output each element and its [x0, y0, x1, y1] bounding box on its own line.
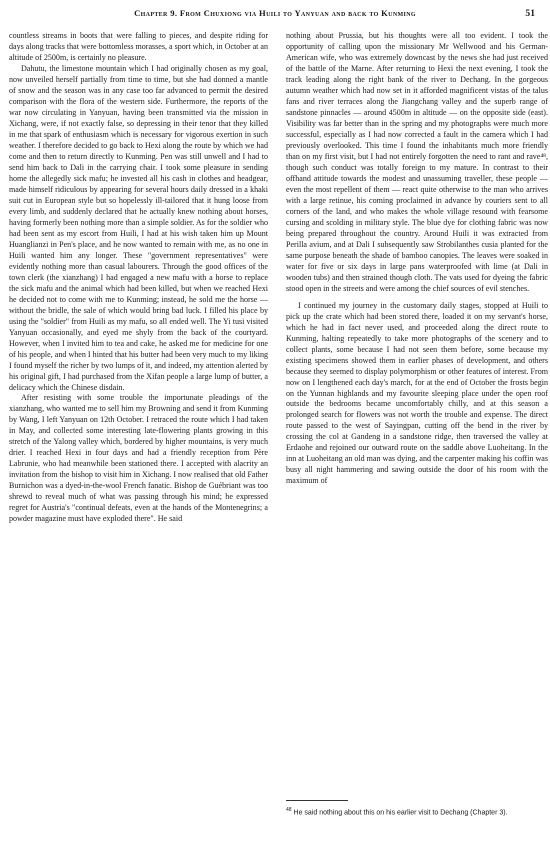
paragraph: I continued my journey in the customary daily stages, stopped at Huili to pick up the crate which had been stored there, loaded it on my servant's horse, which he had in fact never used, and proceeded along the direct route to Kunming, halting repeatedly to take more photographs of the scenery and to collect plants, some because I had not seen them before, some because my existing specimens showed them in earlier phases of development, and others because they seemed to display polymorphism or other features of interest. From now on I lengthened each day's march, for at the end of October the frosts begin on the Yunnan highlands and my favourite sleeping place under the open roof outside the bedrooms became uncomfortably chilly, and at this season a prolonged search for flowers was not worth the trouble and expense. The direct route passed to the west of Sayingpan, cutting off the bend in the river by crossing the col at Gandeng in a sandstone ridge, then traversed the valley at Erdaohe and rejoined our outward route on the saddle above Luoheitang. In the inn at Luoheitang an old man was dying, and the carpenter making his coffin was busy all night hammering and sawing outside the door of his room with the maximum of	[286, 300, 548, 486]
paragraph: countless streams in boots that were falling to pieces, and despite riding for days along tracks that were bottomless morasses, a sport which, in October at an altitude of 2500m, is certainly no pleasure.	[9, 31, 268, 62]
running-header	[0, 8, 550, 22]
paragraph: nothing about Prussia, but his thoughts were all too evident. I took the opportunity of calling upon the missionary Mr Wellwood and his German-American wife, who was extremely downcast by the news she had just received of the battle of the Marne. After returning to Hexi the next evening, I took the track leading along the right bank of the river to Dechang. In the gorgeous autumn weather which had now set in it afforded magnificent vistas of the talus fans and river terraces along the Jiangchang valley and the superb range of sandstone pinnacles — around 4500m in altitude — on the opposite side (east). Visibility was far better than in the spring and my photographs were much more successful, especially as I had now corrected a fault in the camera which I had previously overlooked. This time I found the inhabitants much more friendly than on my first visit, but I had not entirely forgotten the need to rant and rave⁴⁸, though such conduct was totally foreign to my mature. In contrast to their offhand attitude towards the modest and unassuming traveller, these people — even the most repellent of them — react quite otherwise to the man who arrives with a large retinue, his coming proclaimed in advance by couriers sent to all corners of the land, and who makes the whole village resound with fearsome cursing and scolding in military style. The blue dye for clothing fabric was now being prepared throughout the country. Around Huili it was extracted from Perilla avium, and at Dali I subsequently saw Strobilanthes cusia planted for the same purpose beneath the shade of bamboo canopies. The leaves were soaked in water for five or six days in large pans waterproofed with lime (at Dali in wooden tubs) and then strained though cloth. The vats used for dyeing the fabric stood open in the streets and were among the chief sources of evil stenches.	[286, 31, 548, 293]
paragraph: Dahutu, the limestone mountain which I had originally chosen as my goal, now unveiled herself partially from time to time, but she had donned a mantle of snow and the season was in any case too far advanced to permit the desired comparison with the flora of the western side. Furthermore, the reports of the war now circulating in Yanyuan, having been transmitted via the mission in Xichang, were, if not exactly false, so depressing in their tenor that they killed in me that spark of enthusiasm which is necessary for vigorous exertion in such weather. I therefore decided to go back to Hexi along the route by which we had come and then to return directly to Kunming. Pen was still unwell and I had to send him back to Dali in the carrying chair. I took some pleasure in sending home the allegedly sick mafu; he invested all his cash in clothes and headgear, made himself ridiculous by appearing for several hours daily dressed in a khaki suit cut in European style but so hopelessly ill-tailored that it hung loose from every limb, and suddenly declared that he actually knew nothing about horses, having formerly been nothing more than a simple soldier. As for the soldier who had been sent as my escort from Huili, I had at his wish taken him up Mount Huanglianzi in Pen's place, and he now wanted to remain with me, as no one in Huili wanted him any longer. These "government representatives" were evidently nothing more than casual labourers. Through the good offices of the town clerk (the xianzhang) I had engaged a new mafu with a horse to replace the sick mafu and the animal which had been killed, but when we reached Hexi he decided not to come with me to Kunming; instead, he sold me the horse — without the bridle, the sale of which would bring bad luck. I filled his place by using the "soldier" from Huili as my mafu, so all ended well. The Yi tusi visited Yanyuan occasionally, and eyed me shyly from the back of the courtyard. However, when I invited him to tea and cake, he asked me for medicine for one of his people, and when I hinted that his butter had been very much to my liking I found myself the richer by two lumps of it, and indeed, my attention alerted by his original gift, I had purchased from the Xifan people a large lump of butter, a delicacy which the Chinese disdain.	[9, 63, 268, 392]
footnote	[286, 806, 548, 818]
footnote-divider	[286, 800, 348, 801]
left-column	[9, 31, 268, 525]
page-number: 51	[525, 8, 535, 19]
paragraph: After resisting with some trouble the importunate pleadings of the xianzhang, who wanted me to sell him my Browning and send it from Kunming by Wang, I left Yanyuan on 12th October. I retraced the route which I had taken in May, and collected some interesting late-flowering plants growing in this stretch of the Yalong valley which, bordered by higher mountains, is very much drier. I reached Hexi in four days and had a friendly reception from Père Labrunie, who had meanwhile been stationed there. I accepted with alacrity an invitation from the bishop to visit him in Xichang. I now realised that old Father Burnichon was a dyed-in-the-wool French fanatic. Bishop de Guébriant was too shrewd to reveal much of what was passing through his mind; he expressed regret for Austria's "continual defeats, even at the hands of the Montenegrins; a powder magazine must have exploded there". He said	[9, 393, 268, 524]
footnote-marker: 48	[286, 807, 292, 813]
running-title: Chapter 9. From Chuxiong via Huili to Yanyuan and back to Kunming	[134, 8, 416, 18]
footnote-text: He said nothing about this on his earlier visit to Dechang (Chapter 3).	[293, 809, 508, 817]
right-column	[286, 31, 548, 487]
